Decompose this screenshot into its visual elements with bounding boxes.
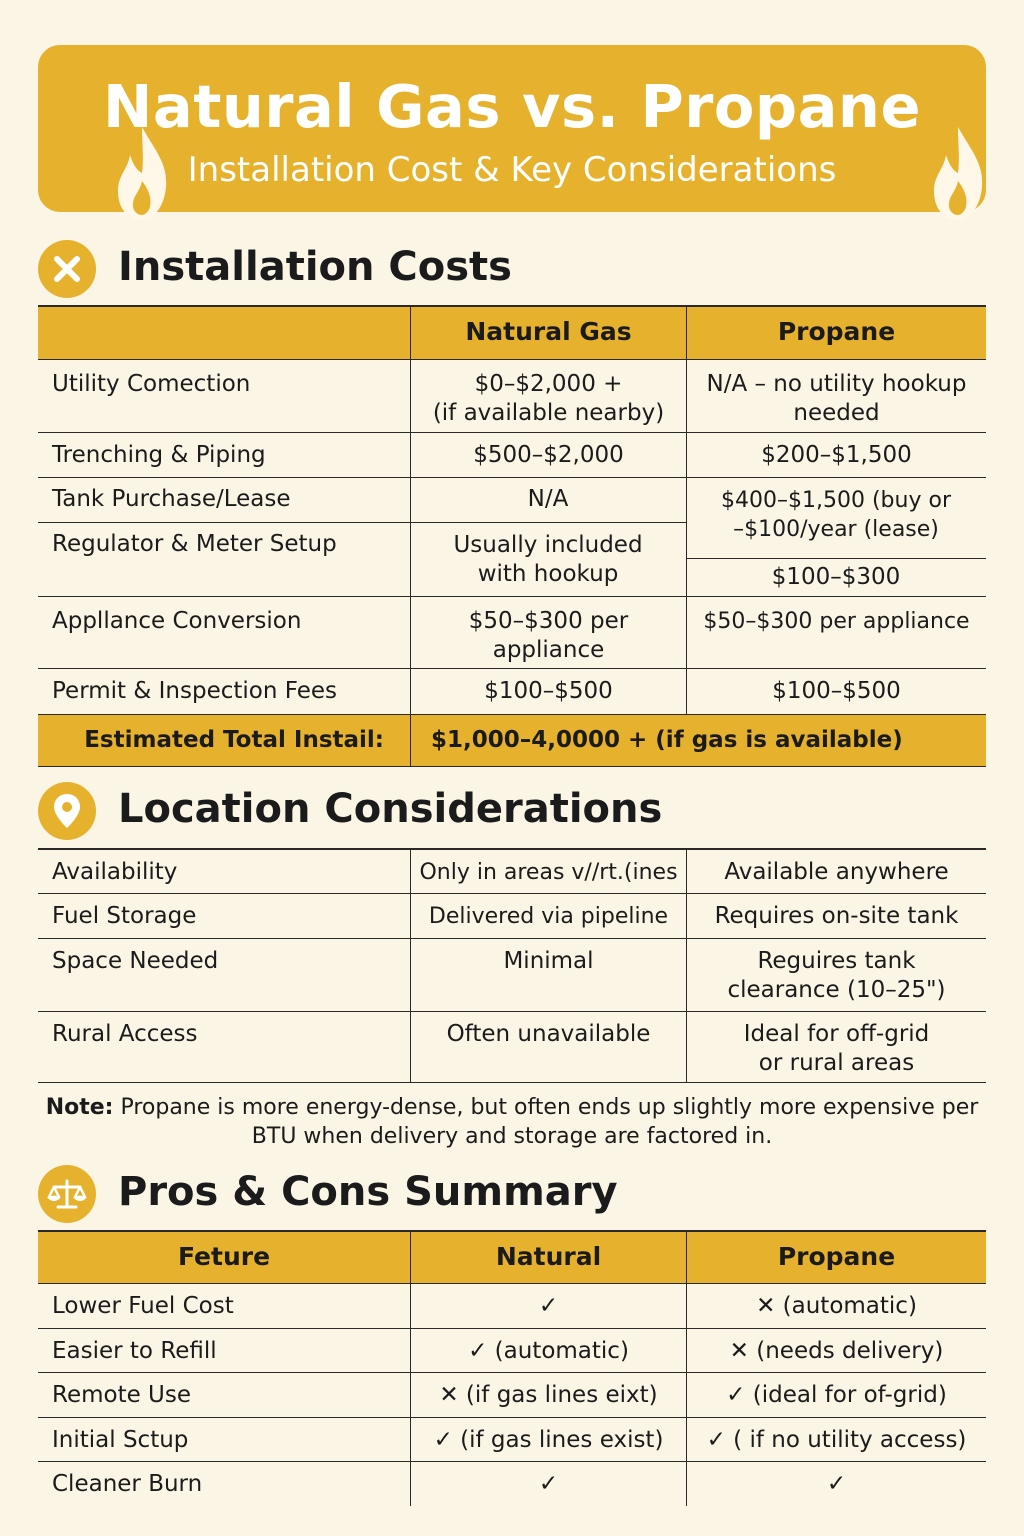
table-row <box>38 939 986 1012</box>
table-row <box>38 850 986 894</box>
propane-value: N/A – no utility hookup needed <box>706 371 967 426</box>
natural-gas-value: $100–$500 <box>484 678 613 704</box>
natural-gas-value: N/A <box>527 486 569 512</box>
propane-value: $50–$300 per appliance <box>703 609 970 634</box>
row-label: Remote Use <box>52 1382 192 1408</box>
table-row <box>38 1462 986 1506</box>
propane-value: Available anywhere <box>724 859 949 885</box>
propane-value: ✕ (needs delivery) <box>729 1338 944 1364</box>
note-label: Note: <box>45 1095 114 1120</box>
column-header: Natural Gas <box>465 317 632 346</box>
natural-gas-value: Minimal <box>503 948 594 974</box>
row-label: Regulator & Meter Setup <box>52 531 337 557</box>
row-label: Easier to Refill <box>52 1338 217 1364</box>
note <box>38 1093 986 1151</box>
natural-gas-value: $500–$2,000 <box>473 442 624 468</box>
row-label: Utility Comection <box>52 371 251 397</box>
page-title: Natural Gas vs. Propane <box>103 72 921 141</box>
table-row <box>38 360 986 433</box>
total-value: $1,000–4,0000 + (if gas is available) <box>431 727 903 753</box>
propane-value: Ideal for off-grid or rural areas <box>743 1021 930 1076</box>
row-label: Permit & Inspection Fees <box>52 678 337 704</box>
row-label: Cleaner Burn <box>52 1471 203 1497</box>
table-row <box>38 433 986 478</box>
table-row <box>38 1418 986 1462</box>
natural-gas-value: Usually included with hookup <box>453 532 643 587</box>
propane-value: $400–$1,500 (buy or –$100/year (lease) <box>721 488 951 542</box>
row-label: Rural Access <box>52 1021 198 1047</box>
propane-value: ✓ (ideal for of-grid) <box>726 1382 947 1408</box>
table-row <box>38 1329 986 1373</box>
note-text: Propane is more energy-dense, but often ends up slightly more expensive per BTU when delivery and storage are factored in. <box>120 1095 979 1149</box>
natural-gas-value: $0–$2,000 + (if available nearby) <box>432 371 665 426</box>
table-row <box>38 1373 986 1418</box>
natural-gas-value: Often unavailable <box>446 1021 651 1047</box>
propane-value: $100–$300 <box>771 564 901 590</box>
table-row <box>38 1284 986 1329</box>
section-title: Installation Costs <box>118 244 512 290</box>
column-header <box>52 307 410 317</box>
table-row <box>38 597 986 669</box>
row-label: Availability <box>52 859 178 885</box>
table-header-row <box>38 1232 986 1284</box>
column-header: Propane <box>777 1242 896 1271</box>
row-label: Fuel Storage <box>52 903 197 929</box>
tank-regulator-group <box>38 478 986 597</box>
row-label: Lower Fuel Cost <box>52 1293 234 1319</box>
row-label: Appllance Conversion <box>52 608 302 634</box>
table-row <box>38 1012 986 1083</box>
natural-gas-value: $50–$300 per appliance <box>468 608 629 663</box>
propane-value: Reguires tank clearance (10–25") <box>727 948 946 1003</box>
map-pin-icon <box>38 782 96 840</box>
row-label: Tank Purchase/Lease <box>52 486 291 512</box>
x-icon <box>38 240 96 298</box>
natural-gas-value: ✕ (if gas lines eixt) <box>439 1382 658 1408</box>
total-label: Estimated Total Instail: <box>84 727 384 753</box>
installation-costs-table <box>38 305 986 767</box>
natural-gas-value: ✓ <box>538 1293 559 1319</box>
scale-icon <box>38 1165 96 1223</box>
column-header: Feture <box>177 1242 271 1271</box>
propane-value: $100–$500 <box>772 678 901 704</box>
propane-value: ✓ <box>826 1471 847 1497</box>
natural-gas-value: Only in areas v//rt.(ines <box>419 860 678 885</box>
natural-gas-value: Delivered via pipeline <box>428 904 669 929</box>
table-row <box>38 669 986 715</box>
section-title: Location Considerations <box>118 786 663 832</box>
propane-value: ✕ (automatic) <box>756 1293 917 1319</box>
natural-gas-value: ✓ (if gas lines exist) <box>433 1427 664 1453</box>
propane-value: $200–$1,500 <box>761 442 912 468</box>
page-subtitle: Installation Cost & Key Considerations <box>187 150 837 190</box>
row-label: Initial Sctup <box>52 1427 189 1453</box>
natural-gas-value: ✓ (automatic) <box>468 1338 629 1364</box>
row-label: Space Needed <box>52 948 219 974</box>
total-row <box>38 715 986 767</box>
section-title: Pros & Cons Summary <box>118 1169 618 1215</box>
propane-value: ✓ ( if no utility access) <box>706 1427 967 1453</box>
row-label: Trenching & Piping <box>52 442 266 468</box>
propane-value: Requires on-site tank <box>714 903 959 929</box>
natural-gas-value: ✓ <box>538 1471 559 1497</box>
table-header-row <box>38 307 986 360</box>
column-header: Propane <box>777 317 896 346</box>
pros-cons-table <box>38 1230 986 1506</box>
table-row <box>38 894 986 939</box>
location-considerations-table <box>38 848 986 1083</box>
column-header: Natural <box>495 1242 602 1271</box>
